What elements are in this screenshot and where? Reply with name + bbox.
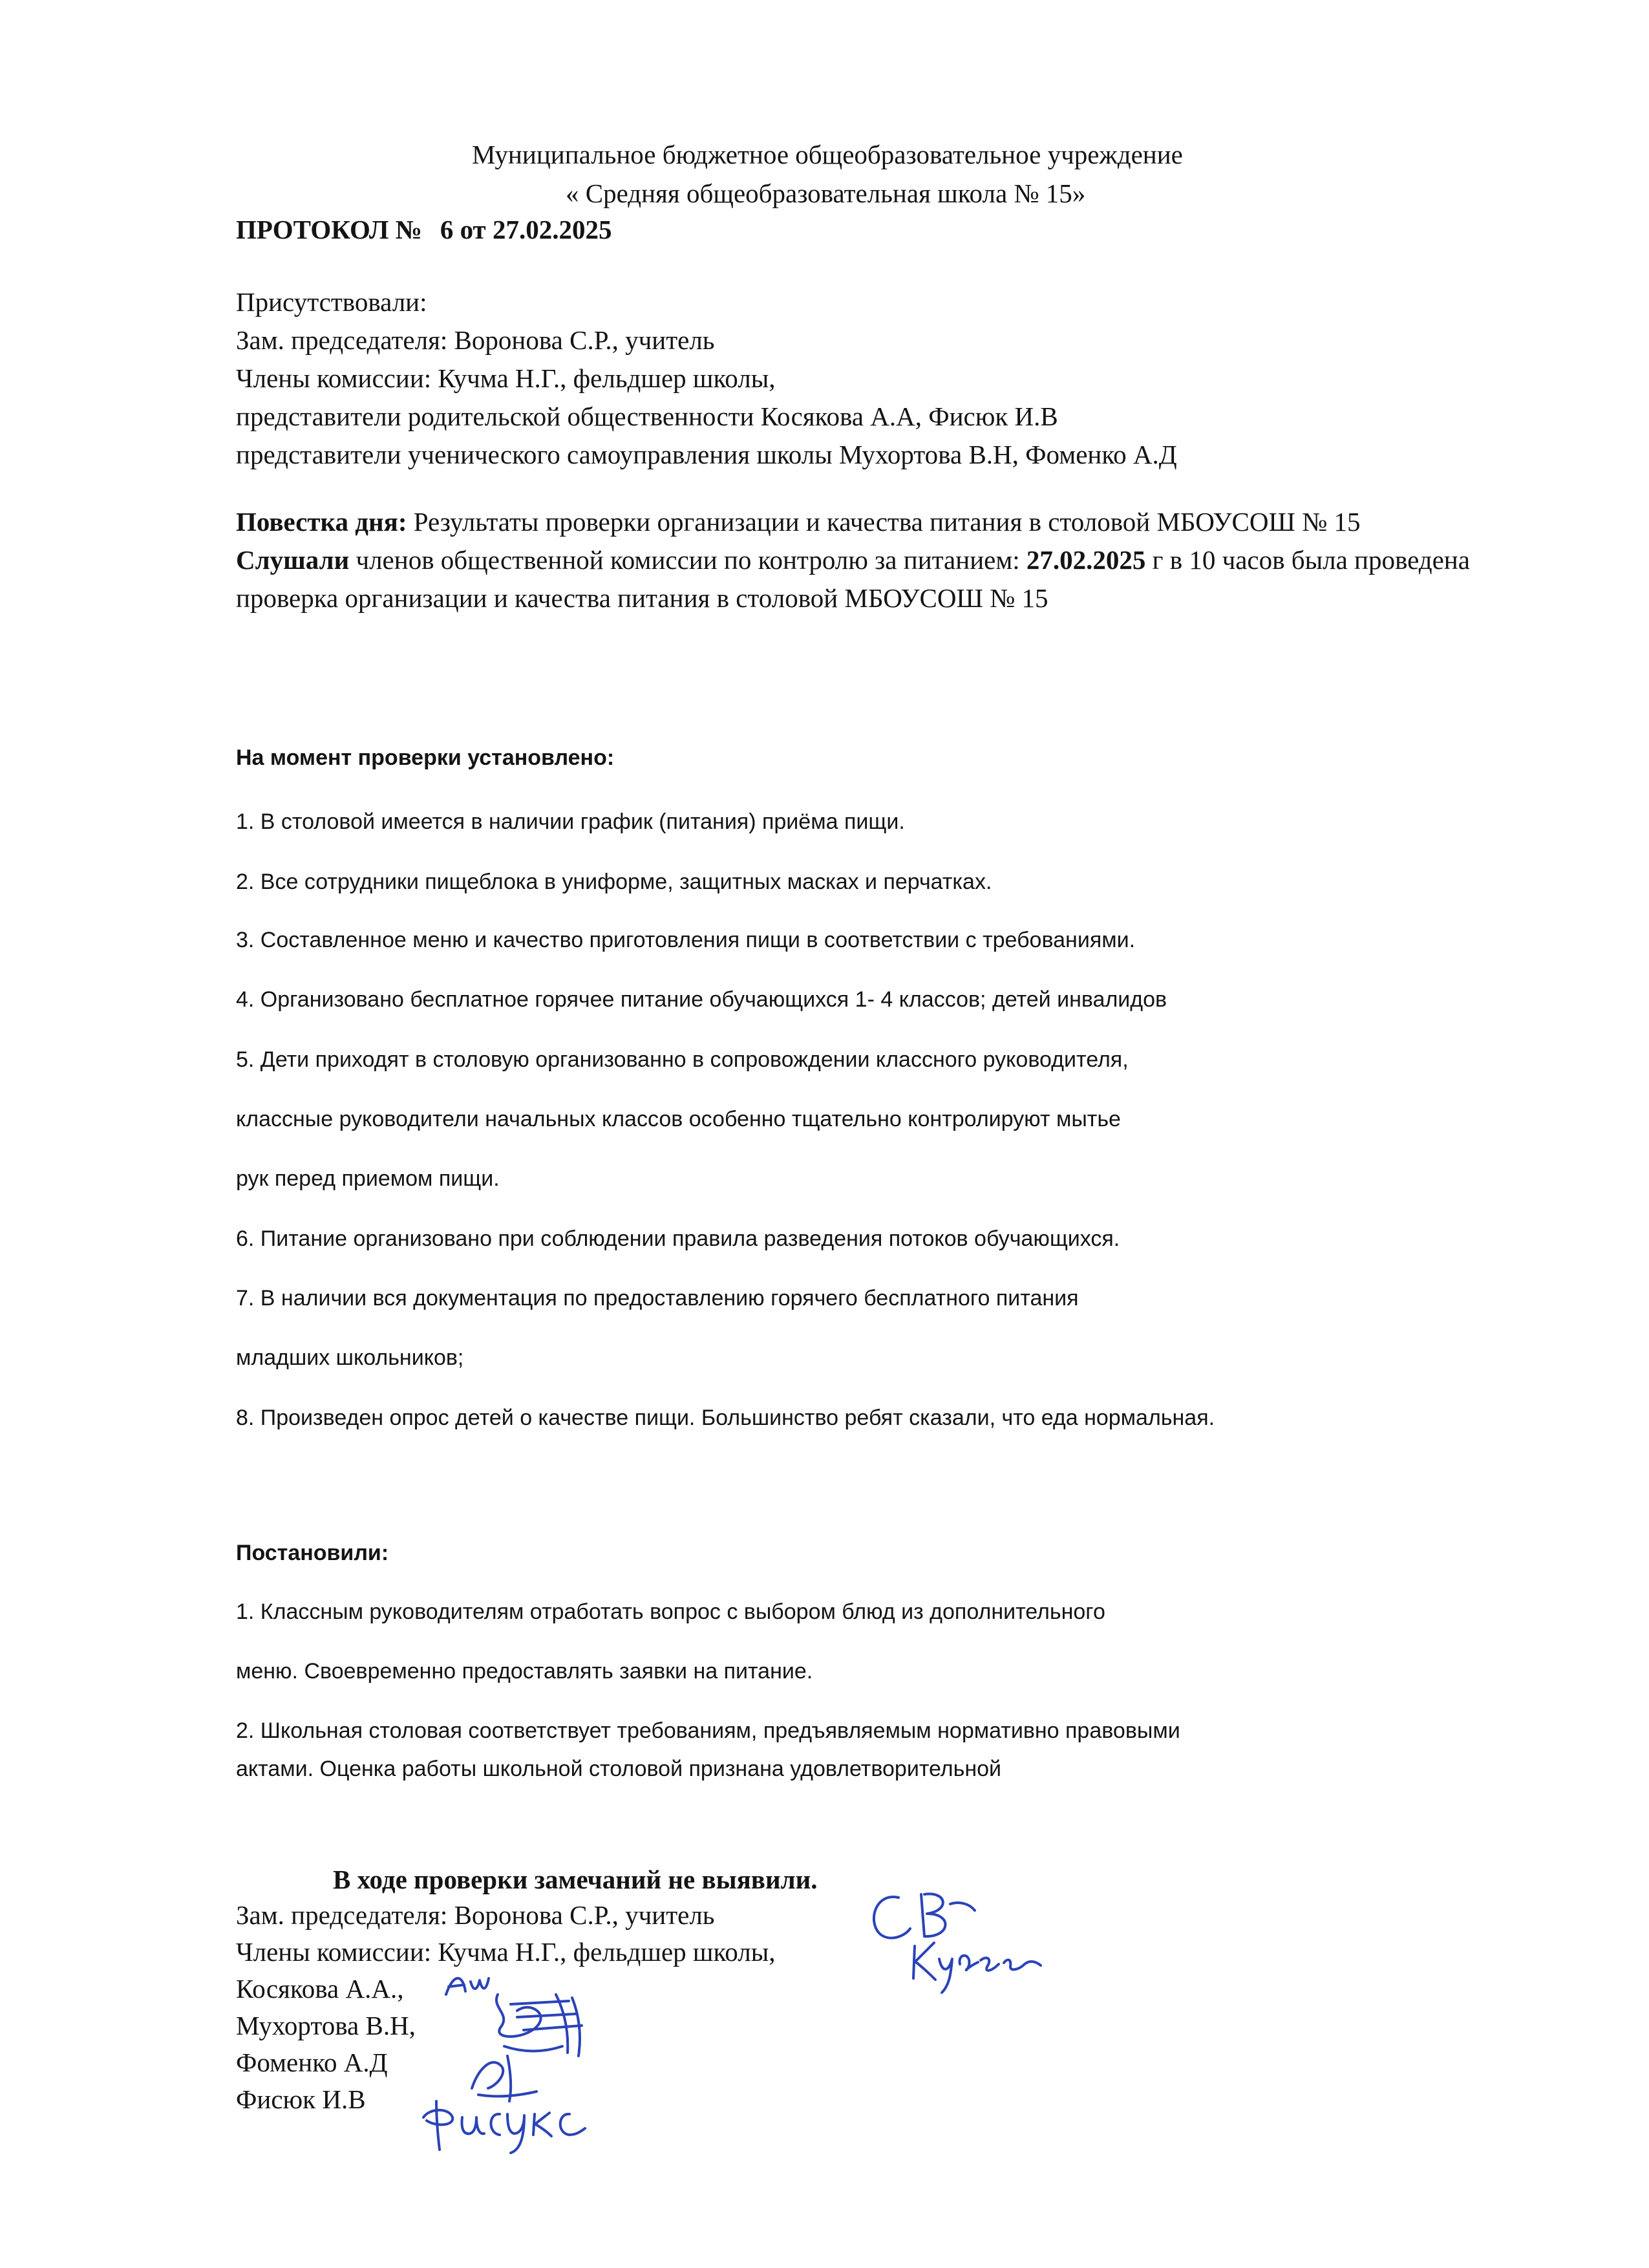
finding-item-2: 2. Все сотрудники пищеблока в униформе, защитных масках и перчатках. — [236, 870, 992, 894]
finding-item-1: 1. В столовой имеется в наличии график (питания) приёма пищи. — [236, 809, 905, 834]
institution-name: Муниципальное бюджетное общеобразовательное учреждение — [472, 140, 1183, 169]
finding-item-5-line-1: 5. Дети приходят в столовую организованно в сопровождении классного руководителя, — [236, 1047, 1129, 1072]
finding-item-7-line-2: младших школьников; — [236, 1345, 464, 1370]
heard-date: 27.02.2025 — [1026, 545, 1146, 575]
finding-item-3: 3. Составленное меню и качество приготовления пищи в соответствии с требованиями. — [236, 928, 1136, 952]
signature-line-mukhortova: Мухортова В.Н, — [236, 2011, 416, 2040]
attendees-heading: Присутствовали: — [236, 287, 427, 317]
protocol-label: ПРОТОКОЛ № — [236, 215, 422, 244]
signature-line-deputy-chair: Зам. председателя: Воронова С.Р., учитель — [236, 1900, 715, 1930]
signature-line-members: Члены комиссии: Кучма Н.Г., фельдшер школы, — [236, 1937, 776, 1967]
heard-paragraph — [236, 541, 1484, 617]
agenda-paragraph — [236, 503, 1484, 541]
attendees-block — [236, 283, 1177, 474]
heard-text-1: членов общественной комиссии по контролю за питанием: — [356, 545, 1020, 575]
attendee-students: представители ученического самоуправления школы Мухортова В.Н, Фоменко А.Д — [236, 440, 1177, 469]
signature-kuchma-image — [902, 1933, 1057, 1998]
decisions-heading: Постановили: — [236, 1541, 389, 1565]
protocol-number-date: 6 от 27.02.2025 — [440, 215, 612, 244]
agenda-label: Повестка дня: — [236, 507, 407, 537]
heard-label: Слушали — [236, 545, 350, 575]
conclusion: В ходе проверки замечаний не выявили. — [333, 1865, 818, 1894]
decision-item-1-line-1: 1. Классным руководителям отработать вопрос с выбором блюд из дополнительного — [236, 1599, 1105, 1624]
findings-heading: На момент проверки установлено: — [236, 745, 615, 770]
finding-item-4: 4. Организовано бесплатное горячее питание обучающихся 1- 4 классов; детей инвалидов — [236, 987, 1167, 1012]
heard-text-2: г в 10 часов была проведена проверка организации и качества питания в столовой МБОУСОШ № 15 — [236, 545, 1470, 613]
decision-item-2-line-1: 2. Школьная столовая соответствует требованиям, предъявляемым нормативно правовыми — [236, 1718, 1180, 1743]
attendee-members: Члены комиссии: Кучма Н.Г., фельдшер школы, — [236, 363, 776, 393]
finding-item-7-line-1: 7. В наличии вся документация по предоставлению горячего бесплатного питания — [236, 1286, 1079, 1311]
decision-item-2-line-2: актами. Оценка работы школьной столовой признана удовлетворительной — [236, 1757, 1002, 1781]
signature-line-fomenko: Фоменко А.Д — [236, 2048, 388, 2077]
finding-item-6: 6. Питание организовано при соблюдении правила разведения потоков обучающихся. — [236, 1226, 1120, 1251]
finding-item-5-line-2: классные руководители начальных классов особенно тщательно контролируют мытье — [236, 1107, 1121, 1131]
finding-item-5-line-3: рук перед приемом пищи. — [236, 1166, 500, 1191]
decision-item-1-line-2: меню. Своевременно предоставлять заявки на питание. — [236, 1659, 813, 1684]
school-name: « Средняя общеобразовательная школа № 15» — [566, 178, 1086, 208]
attendee-deputy-chair: Зам. председателя: Воронова С.Р., учитель — [236, 325, 715, 355]
agenda-block — [236, 503, 1484, 617]
protocol-title — [236, 211, 612, 249]
attendee-parents: представители родительской общественности Косякова А.А, Фисюк И.В — [236, 401, 1058, 431]
signature-fisyuk-image — [417, 2088, 611, 2159]
signature-line-fisyuk: Фисюк И.В — [236, 2084, 366, 2114]
finding-item-8: 8. Произведен опрос детей о качестве пищи. Большинство ребят сказали, что еда нормальная. — [236, 1406, 1215, 1430]
agenda-text: Результаты проверки организации и качества питания в столовой МБОУСОШ № 15 — [413, 507, 1361, 537]
signature-line-kosyakova: Косякова А.А., — [236, 1974, 404, 2004]
